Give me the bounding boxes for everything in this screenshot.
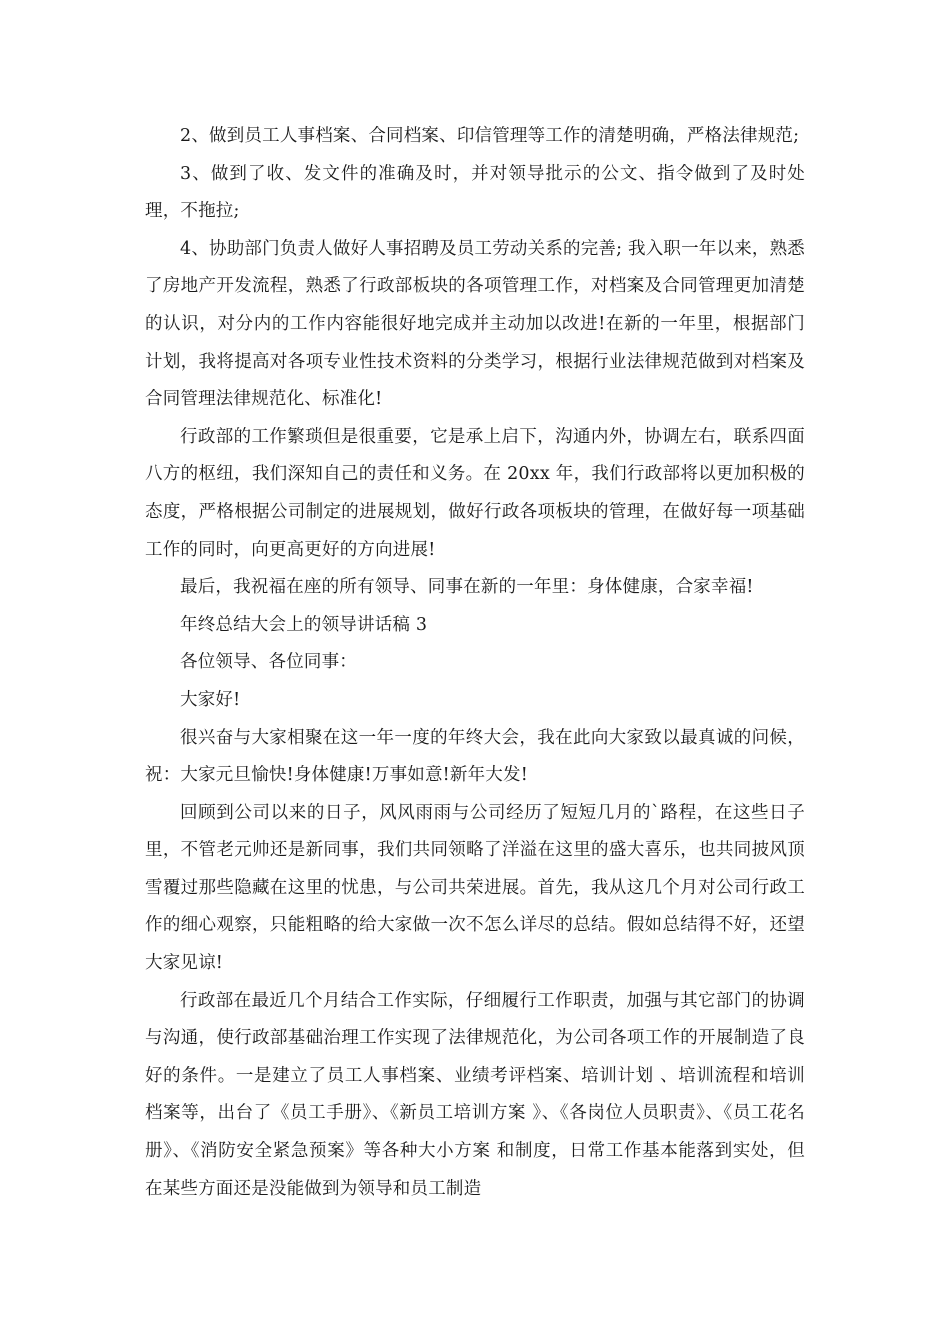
greeting: 大家好!: [180, 689, 241, 710]
salutation: 各位领导、各位同事：: [180, 652, 357, 673]
paragraph-item-4: 4、协助部门负责人做好人事招聘及员工劳动关系的完善; 我入职一年以来，熟悉了房地产开发流程，熟悉了行政部板块的各项管理工作，对档案及合同管理更加清楚的认识，对分内的工作内容能很好地完成并主动加以改进!在新的一年里，根据部门计划，我将提高对各项专业性技术资料的分类学习，根据行业法律规范做到对档案及合同管理法律规范化、标准化!: [145, 238, 805, 410]
paragraph-admin-work: 行政部在最近几个月结合工作实际，仔细履行工作职责，加强与其它部门的协调与沟通，使行政部基础治理工作实现了法律规范化，为公司各项工作的开展制造了良好的条件。一是建立了员工人事档案、业绩考评档案、培训计划 、培训流程和培训档案等，出台了《员工手册》、《新员工培训方案 》、《各岗位人员职责》、《员工花名册》、《消防安全紧急预案》等各种大小方案 和制度，日常工作基本能落到实处，但在某些方面还是没能做到为领导和员工制造: [145, 990, 805, 1199]
section-title: 年终总结大会上的领导讲话稿 3: [180, 614, 428, 635]
paragraph-review: 回顾到公司以来的日子，风风雨雨与公司经历了短短几月的`路程，在这些日子里，不管老元帅还是新同事，我们共同领略了洋溢在这里的盛大喜乐，也共同披风顶雪覆过那些隐藏在这里的忧患，与公司共荣进展。首先，我从这几个月对公司行政工作的细心观察，只能粗略的给大家做一次不怎么详尽的总结。假如总结得不好，还望大家见谅!: [145, 802, 805, 974]
paragraph-item-2: 2、做到员工人事档案、合同档案、印信管理等工作的清楚明确，严格法律规范;: [180, 126, 800, 146]
paragraph-opening: 很兴奋与大家相聚在这一年一度的年终大会，我在此向大家致以最真诚的问候，祝：大家元旦愉快!身体健康!万事如意!新年大发!: [145, 727, 805, 786]
paragraph-closing-wishes: 最后，我祝福在座的所有领导、同事在新的一年里：身体健康，合家幸福!: [180, 577, 754, 598]
document-body: [145, 118, 805, 1208]
paragraph-admin-dept: 行政部的工作繁琐但是很重要，它是承上启下，沟通内外，协调左右，联系四面八方的枢纽，我们深知自己的责任和义务。在 20xx 年，我们行政部将以更加积极的态度，严格根据公司制定的进展规划，做好行政各项板块的管理，在做好每一项基础工作的同时，向更高更好的方向进展!: [145, 426, 805, 560]
paragraph-item-3: 3、做到了收、发文件的准确及时，并对领导批示的公文、指令做到了及时处理，不拖拉;: [145, 163, 805, 222]
